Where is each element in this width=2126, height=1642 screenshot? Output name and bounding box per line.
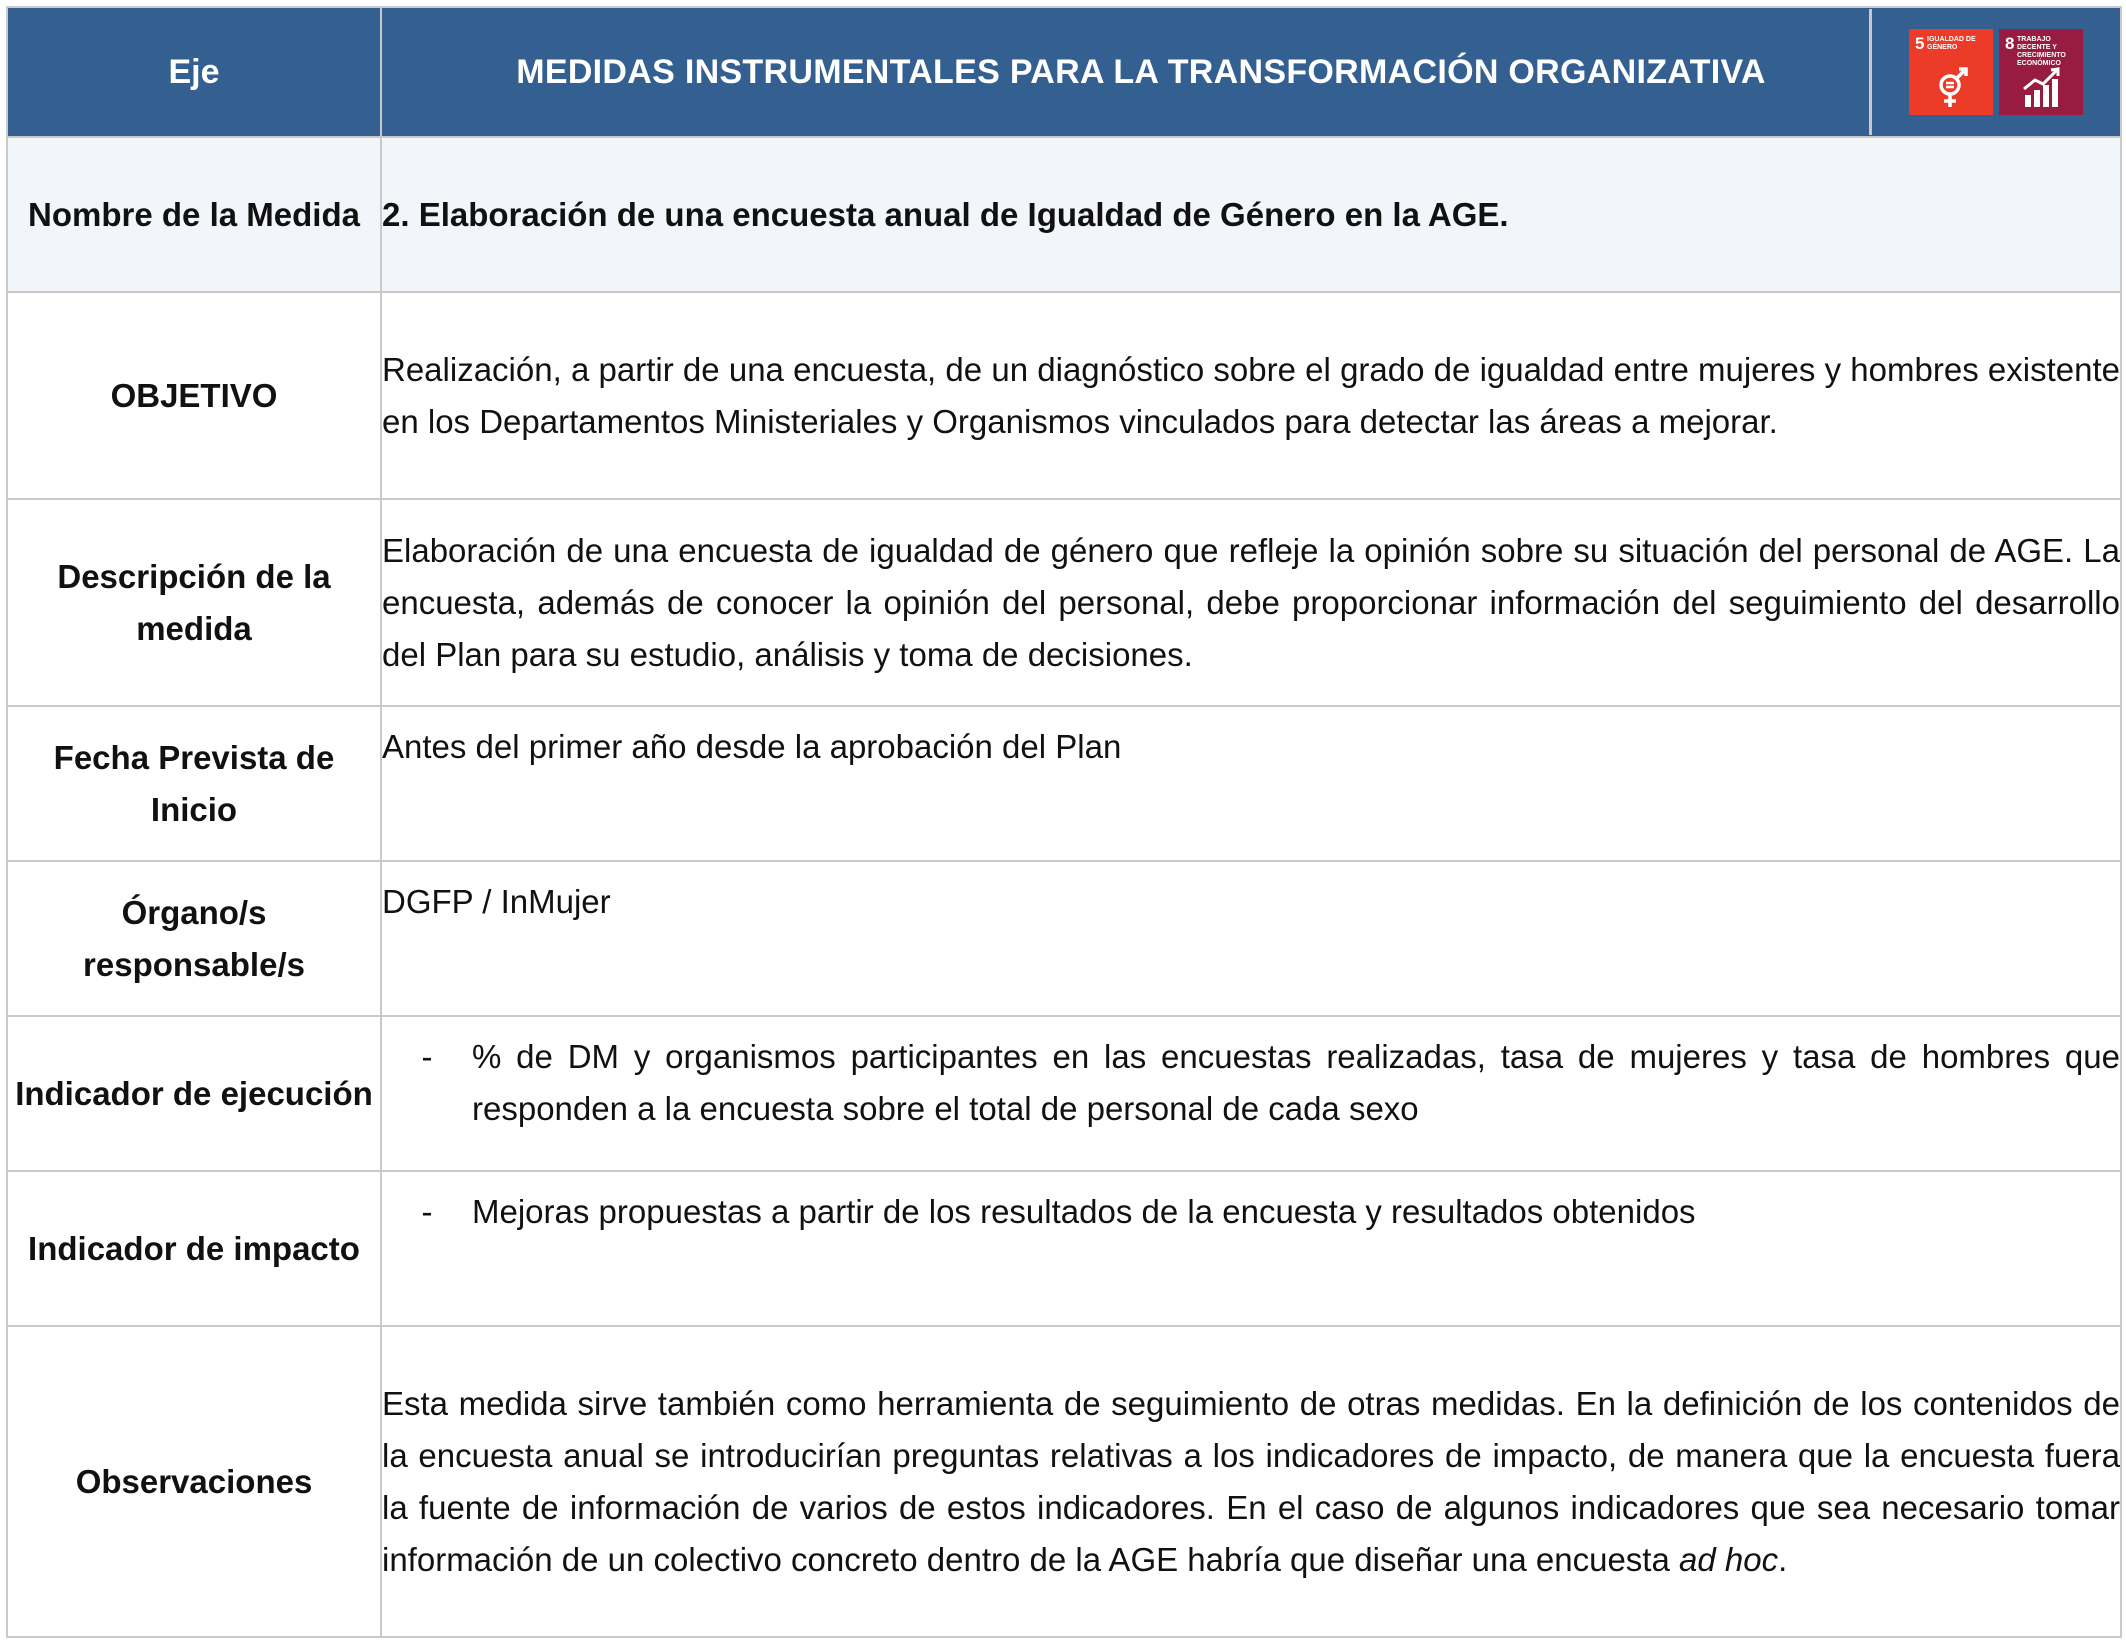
label-indicador-impacto: Indicador de impacto [7, 1171, 381, 1326]
row-fecha [7, 706, 2121, 861]
label-objetivo: OBJETIVO [7, 292, 381, 499]
label-fecha: Fecha Prevista de Inicio [7, 706, 381, 861]
row-organo [7, 861, 2121, 1016]
label-observaciones: Observaciones [7, 1326, 381, 1637]
value-fecha: Antes del primer año desde la aprobación del Plan [381, 706, 2121, 861]
bullet-dash: - [421, 1038, 433, 1075]
sdg-8-text: TRABAJO DECENTE Y CRECIMIENTO ECONÓMICO [2017, 36, 2066, 67]
table-header-row [7, 7, 2121, 137]
sdg-8-badge [1999, 29, 2083, 115]
sdg-5-text: IGUALDAD DE GÉNERO [1927, 36, 1976, 51]
eje-label: Eje [168, 52, 220, 91]
row-objetivo [7, 292, 2121, 499]
row-nombre [7, 137, 2121, 292]
medida-table [6, 6, 2122, 1638]
sdg-badges [1869, 9, 2120, 135]
sdg-5-badge [1909, 29, 1993, 115]
observaciones-text: Esta medida sirve también como herramienta de seguimiento de otras medidas. En la definición de los contenidos de la encuesta anual se introducirían preguntas relativas a los indicadores de impacto, de manera que la encuesta fuera la fuente de información de varios de estos indicadores. En el caso de algunos indicadores que sea necesario tomar información de un colectivo concreto dentro de la AGE habría que diseñar una encuesta [382, 1384, 2120, 1578]
value-indicador-impacto [381, 1171, 2121, 1326]
label-organo: Órgano/s responsable/s [7, 861, 381, 1016]
medida-sheet [6, 6, 2120, 1636]
gender-equality-icon [1931, 65, 1973, 109]
label-nombre: Nombre de la Medida [7, 137, 381, 292]
sdg-8-number: 8 [2005, 34, 2015, 53]
bullet-text: % de DM y organismos participantes en las encuestas realizadas, tasa de mujeres y tasa de hombres que responden a la encuesta sobre el total de personal de cada sexo [472, 1038, 2120, 1127]
label-indicador-ejecucion: Indicador de ejecución [7, 1016, 381, 1171]
title-header-cell [381, 7, 2121, 137]
eje-title: MEDIDAS INSTRUMENTALES PARA LA TRANSFORMACIÓN ORGANIZATIVA [516, 52, 1766, 91]
value-objetivo: Realización, a partir de una encuesta, de un diagnóstico sobre el grado de igualdad entre mujeres y hombres existente en los Departamentos Ministeriales y Organismos vinculados para detectar las áreas a mejorar. [381, 292, 2121, 499]
value-observaciones [381, 1326, 2121, 1637]
bullet-dash: - [421, 1193, 433, 1230]
eje-header-cell [7, 7, 381, 137]
observaciones-italic: ad hoc [1679, 1540, 1779, 1578]
bullet-text: Mejoras propuestas a partir de los resultados de la encuesta y resultados obtenidos [472, 1193, 1696, 1230]
list-item [382, 1031, 2120, 1135]
row-observaciones [7, 1326, 2121, 1637]
value-descripcion: Elaboración de una encuesta de igualdad de género que refleje la opinión sobre su situación del personal de AGE. La encuesta, además de conocer la opinión del personal, debe proporcionar información del seguimiento del desarrollo del Plan para su estudio, análisis y toma de decisiones. [381, 499, 2121, 706]
value-nombre: 2. Elaboración de una encuesta anual de Igualdad de Género en la AGE. [381, 137, 2121, 292]
label-descripcion: Descripción de la medida [7, 499, 381, 706]
row-indicador-impacto [7, 1171, 2121, 1326]
observaciones-end: . [1778, 1540, 1788, 1578]
row-descripcion [7, 499, 2121, 706]
row-indicador-ejecucion [7, 1016, 2121, 1171]
value-indicador-ejecucion [381, 1016, 2121, 1171]
list-item [382, 1186, 2120, 1238]
sdg-5-number: 5 [1915, 34, 1925, 53]
value-organo: DGFP / InMujer [381, 861, 2121, 1016]
growth-chart-icon [2021, 65, 2063, 109]
